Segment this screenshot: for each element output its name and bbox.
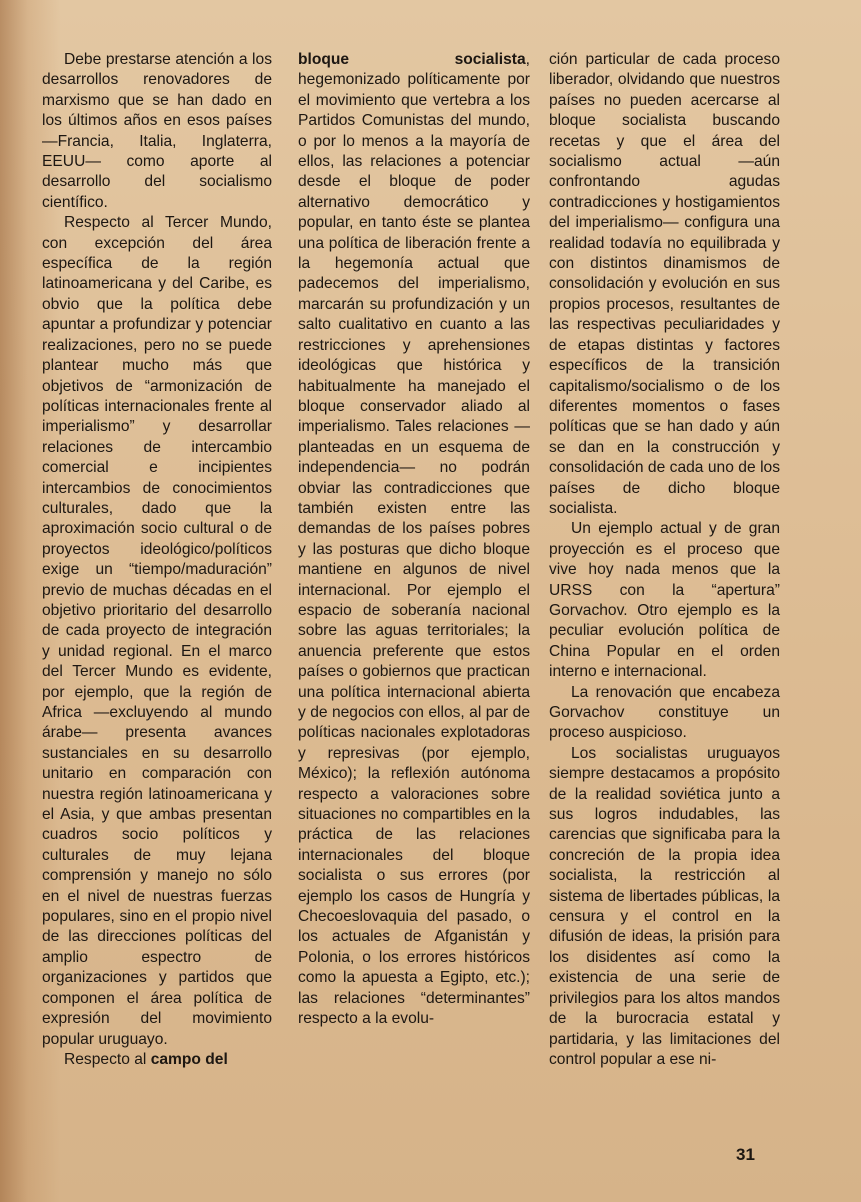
paragraph xyxy=(42,1050,272,1070)
text-column-1 xyxy=(42,50,272,1070)
paragraph: Un ejemplo actual y de gran proyección es el proceso que vive hoy nada menos que la URSS con la “apertura” Gorvachov. Otro ejemplo es la peculiar evolución política de China Popular en el orden interno e internacional. xyxy=(549,520,780,681)
text-column-3 xyxy=(549,50,780,1070)
paragraph: ción particular de cada proceso liberador, olvidando que nuestros países no pueden acercarse al bloque socialista buscando recetas y que el área del socialismo actual —aún confrontando agudas contradicciones y hostigamientos del imperialismo— configura una realidad todavía no equilibrada y con distintos dinamismos de consolidación y evolución en sus propios procesos, resultantes de las respectivas peculiaridades y de etapas distintas y factores específicos de la transición capitalismo/socialismo o de los diferentes momentos o fases políticas que se han dado y aún se dan en la construcción y consolidación de cada uno de los países de dicho bloque socialista. xyxy=(549,51,780,517)
paragraph-text: Respecto al xyxy=(64,1050,151,1068)
text-column-2 xyxy=(298,50,530,1030)
paragraph xyxy=(298,50,530,1030)
page-number: 31 xyxy=(736,1145,755,1164)
bold-phrase: campo del xyxy=(150,1050,228,1068)
paragraph: Debe prestarse atención a los desarrollos renovadores de marxismo que se han dado en los últimos años en esos países —Francia, Italia, Inglaterra, EEUU— como aporte al desarrollo del socialismo científico. xyxy=(42,51,272,211)
paragraph: Respecto al Tercer Mundo, con excepción del área específica de la región latinoamericana y del Caribe, es obvio que la política debe apuntar a profundizar y potenciar realizaciones, pero no se puede plantear mucho más que objetivos de “armonización de políticas internacionales frente al imperialismo” y desarrollar relaciones de intercambio comercial e incipientes intercambios de conocimientos culturales, dado que la aproximación socio cultural o de proyectos ideológico/políticos exige un “tiempo/maduración” previo de muchas décadas en el objetivo prioritario del desarrollo de cada proyecto de integración y unidad regional. En el marco del Tercer Mundo es evidente, por ejemplo, que la región de Africa —excluyendo al mundo árabe— presenta avances sustanciales en su desarrollo unitario en comparación con nuestra región latinoamericana y el Asia, y que ambas presentan cuadros socio políticos y culturales de muy lejana comprensión y manejo no sólo en el nivel de nuestras fuerzas populares, sino en el propio nivel de las direcciones políticas del amplio espectro de organizaciones y partidos que componen el área política de expresión del movimiento popular uruguayo. xyxy=(42,214,272,1048)
bold-phrase: bloque socialista xyxy=(298,51,526,68)
paragraph: La renovación que encabeza Gorvachov constituye un proceso auspicioso. xyxy=(549,683,780,742)
paragraph: Los socialistas uruguayos siempre destacamos a propósito de la realidad soviética junto a sus logros indudables, las carencias que significaba para la concreción de la propia idea socialista, la restricción al sistema de libertades públicas, la censura y el control en la difusión de ideas, la prisión para los disidentes así como la existencia de una serie de privilegios para los altos mandos de la burocracia estatal y partidaria, y las limitaciones del control popular a ese ni- xyxy=(549,744,780,1068)
paragraph-text: , hegemonizado políticamente por el movimiento que vertebra a los Partidos Comunistas del mundo, o por lo menos a la mayoría de ellos, las relaciones a potenciar desde el bloque de poder alternativo democrático y popular, en tanto éste se plantea una política de liberación frente a la hegemonía actual que padecemos del imperialismo, marcarán su profundización y un salto cualitativo en cuanto a las restricciones y aprehensiones ideológicas que histórica y habitualmente ha manejado el bloque conservador aliado al imperialismo. Tales relaciones —planteadas en un esquema de independencia— no podrán obviar las contradicciones que también existen entre las demandas de los países pobres y las posturas que dicho bloque mantiene en algunos de nivel internacional. Por ejemplo el espacio de soberanía nacional sobre las aguas territoriales; la anuencia preferente que estos países o gobiernos que practican una política internacional abierta y de negocios con ellos, al par de políticas nacionales explotadoras y represivas (por ejemplo, México); la reflexión autónoma respecto a valoraciones sobre situaciones no compartibles en la práctica de las relaciones internacionales del bloque socialista o sus errores (por ejemplo los casos de Hungría y Checoeslovaquia del pasado, o los actuales de Afganistán y Polonia, o los errores históricos como la apuesta a Egipto, etc.); las relaciones “determinantes” respecto a la evolu- xyxy=(298,51,530,1028)
